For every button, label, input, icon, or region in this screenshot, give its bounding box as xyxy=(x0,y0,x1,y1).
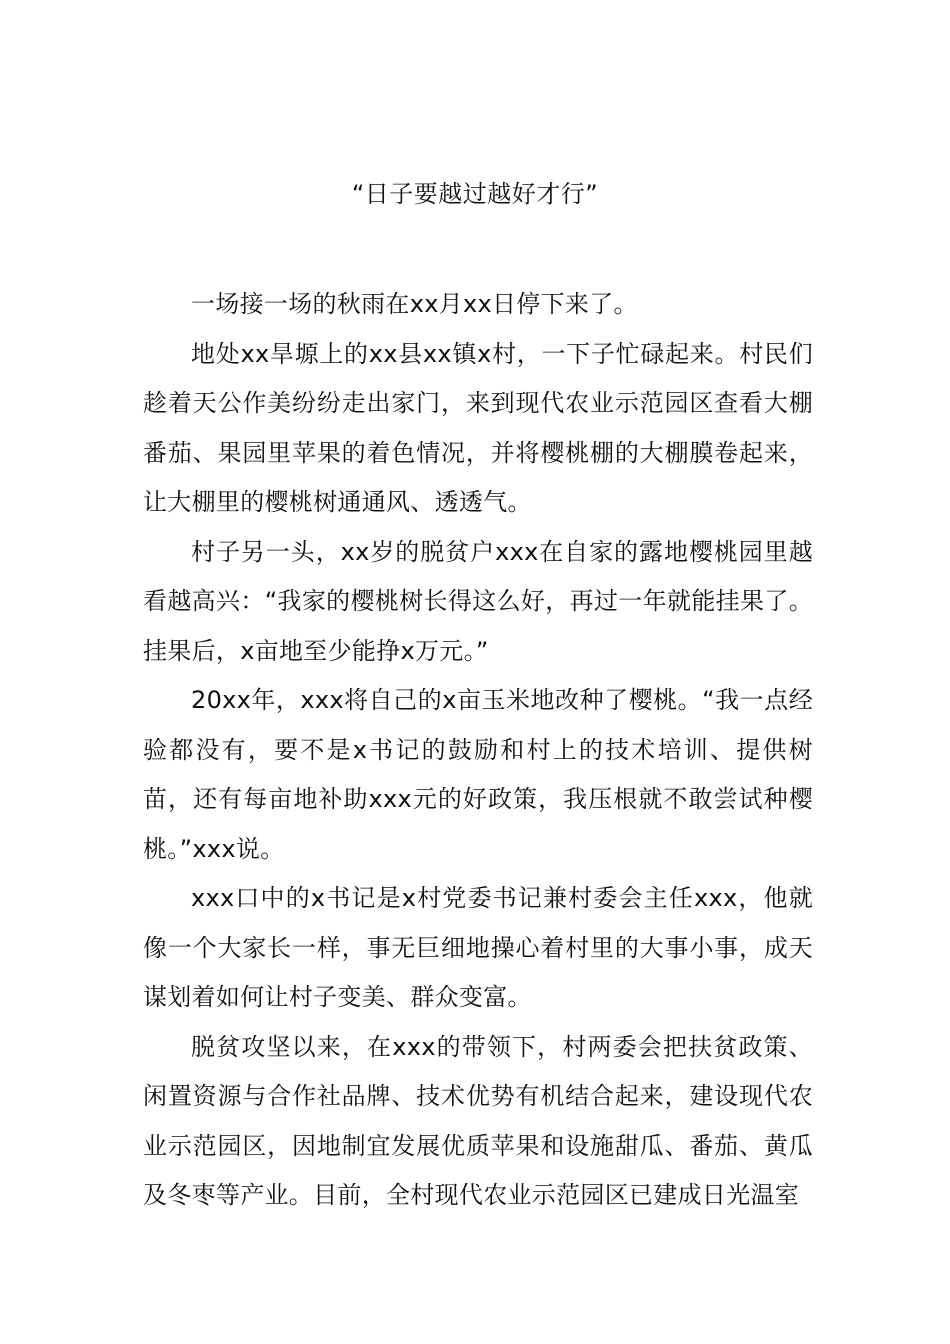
paragraph-5: xxx口中的x书记是x村党委书记兼村委会主任xxx，他就像一个大家长一样，事无巨细地操心着村里的大事小事，成天谋划着如何让村子变美、群众变富。 xyxy=(143,884,813,1011)
document-body xyxy=(143,280,813,1221)
document-title: “日子要越过越好才行” xyxy=(351,180,599,208)
paragraph-2: 地处xx旱塬上的xx县xx镇x村，一下子忙碌起来。村民们趁着天公作美纷纷走出家门，来到现代农业示范园区查看大棚番茄、果园里苹果的着色情况，并将樱桃棚的大棚膜卷起来，让大棚里的樱桃树通通风、透透气。 xyxy=(143,339,813,516)
paragraph-4: 20xx年，xxx将自己的x亩玉米地改种了樱桃。“我一点经验都没有，要不是x书记的鼓励和村上的技术培训、提供树苗，还有每亩地补助xxx元的好政策，我压根就不敢尝试种樱桃。”xxx说。 xyxy=(143,686,813,863)
paragraph-1: 一场接一场的秋雨在xx月xx日停下来了。 xyxy=(191,290,638,318)
paragraph-3: 村子另一头，xx岁的脱贫户xxx在自家的露地樱桃园里越看越高兴：“我家的樱桃树长得这么好，再过一年就能挂果了。挂果后，x亩地至少能挣x万元。” xyxy=(143,537,813,665)
paragraph-6: 脱贫攻坚以来，在xxx的带领下，村两委会把扶贫政策、闲置资源与合作社品牌、技术优势有机结合起来，建设现代农业示范园区，因地制宜发展优质苹果和设施甜瓜、番茄、黄瓜及冬枣等产业。目前，全村现代农业示范园区已建成日光温室 xyxy=(143,1032,813,1209)
